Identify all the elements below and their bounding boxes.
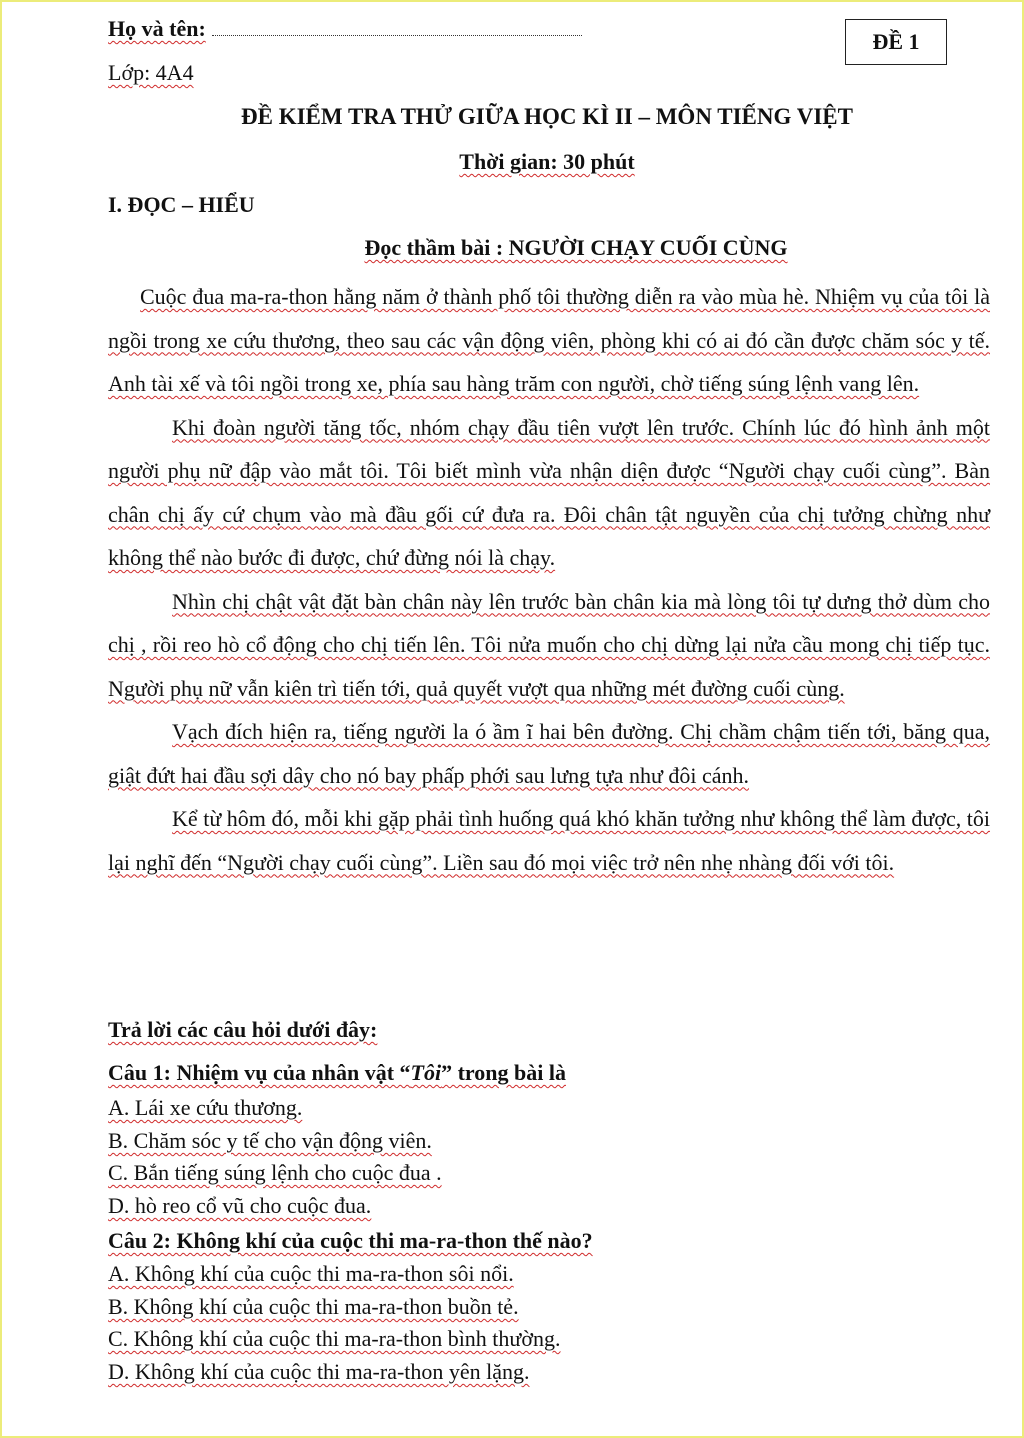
exam-time: [2, 149, 1024, 175]
option-text: C. Bắn tiếng súng lệnh cho cuộc đua .: [108, 1160, 442, 1185]
page-title-text: ĐỀ KIỂM TRA THỬ GIỮA HỌC KÌ II – MÔN TIẾNG VIỆT: [241, 104, 853, 129]
question-2-label-text: Câu 2: Không khí của cuộc thi ma-ra-thon thế nào?: [108, 1228, 593, 1253]
question-1-label-start: Câu 1: Nhiệm vụ của nhân vật “: [108, 1060, 411, 1085]
question-2-option-b[interactable]: [108, 1294, 519, 1320]
passage-paragraph: Nhìn chị chật vật đặt bàn chân này lên trước bàn chân kia mà lòng tôi tự dưng thở dùm cho chị , rồi reo hò cổ động cho chị tiến lên. Tôi nửa muốn cho chị dừng lại nửa cầu mong chị tiếp tục. Người phụ nữ vẫn kiên trì tiến tới, quả quyết vượt qua những mét đường cuối cùng.: [108, 588, 990, 701]
passage-title: [2, 235, 1024, 261]
question-2-option-d[interactable]: [108, 1359, 530, 1385]
question-1-label-italic: Tôi: [410, 1060, 442, 1085]
passage-paragraph: Vạch đích hiện ra, tiếng người la ó ầm ĩ hai bên đường. Chị chầm chậm tiến tới, băng qua, giật đứt hai đầu sợi dây cho nó bay phấp phới sau lưng tựa như đôi cánh.: [108, 719, 990, 788]
page-title: [2, 104, 1024, 130]
option-text: B. Không khí của cuộc thi ma-ra-thon buồn tẻ.: [108, 1294, 519, 1319]
reading-passage: [108, 275, 990, 884]
question-1-option-c[interactable]: [108, 1160, 442, 1186]
section-heading-text: I. ĐỌC – HIỂU: [108, 192, 255, 217]
name-field-row: [108, 16, 582, 42]
option-text: B. Chăm sóc y tế cho vận động viên.: [108, 1128, 432, 1153]
section-heading: [108, 192, 255, 218]
option-text: D. Không khí của cuộc thi ma-ra-thon yên lặng.: [108, 1359, 530, 1384]
passage-title-text: Đọc thầm bài : NGƯỜI CHẠY CUỐI CÙNG: [364, 235, 788, 260]
instructions-text: Trả lời các câu hỏi dưới đây:: [108, 1017, 378, 1042]
question-2-option-c[interactable]: [108, 1326, 560, 1352]
question-1-option-b[interactable]: [108, 1128, 432, 1154]
instructions: [108, 1017, 377, 1043]
class-label: [108, 60, 194, 86]
question-1-option-d[interactable]: [108, 1193, 371, 1219]
name-blank-line[interactable]: [212, 25, 582, 36]
question-2-option-a[interactable]: [108, 1261, 514, 1287]
option-text: D. hò reo cổ vũ cho cuộc đua.: [108, 1193, 372, 1218]
question-1-label: [108, 1060, 566, 1086]
exam-code: ĐỀ 1: [872, 29, 920, 54]
question-2-label: [108, 1228, 593, 1254]
question-1-label-end: ” trong bài là: [441, 1060, 566, 1085]
exam-code-box: [845, 19, 947, 65]
passage-paragraph: Cuộc đua ma-ra-thon hằng năm ở thành phố tôi thường diễn ra vào mùa hè. Nhiệm vụ của tôi là ngồi trong xe cứu thương, theo sau các vận động viên, phòng khi có ai đó cần được chăm sóc y tế. Anh tài xế và tôi ngồi trong xe, phía sau hàng trăm con người, chờ tiếng súng lệnh vang lên.: [108, 284, 990, 396]
question-1-option-a[interactable]: [108, 1095, 302, 1121]
exam-time-text: Thời gian: 30 phút: [459, 149, 635, 174]
option-text: A. Lái xe cứu thương.: [108, 1095, 303, 1120]
name-label: Họ và tên:: [108, 16, 206, 41]
class-label-text: Lớp: 4A4: [108, 60, 194, 85]
option-text: A. Không khí của cuộc thi ma-ra-thon sôi nổi.: [108, 1261, 514, 1286]
option-text: C. Không khí của cuộc thi ma-ra-thon bình thường.: [108, 1326, 561, 1351]
passage-paragraph: Kể từ hôm đó, mỗi khi gặp phải tình huống quá khó khăn tưởng như không thể làm được, tôi lại nghĩ đến “Người chạy cuối cùng”. Liền sau đó mọi việc trở nên nhẹ nhàng đối với tôi.: [108, 806, 990, 875]
passage-paragraph: Khi đoàn người tăng tốc, nhóm chạy đầu tiên vượt lên trước. Chính lúc đó hình ảnh một người phụ nữ đập vào mắt tôi. Tôi biết mình vừa nhận diện được “Người chạy cuối cùng”. Bàn chân chị ấy cứ chụm vào mà đầu gối cứ đưa ra. Đôi chân tật nguyền của chị tưởng chừng như không thể nào bước đi được, chứ đừng nói là chạy.: [108, 414, 990, 570]
